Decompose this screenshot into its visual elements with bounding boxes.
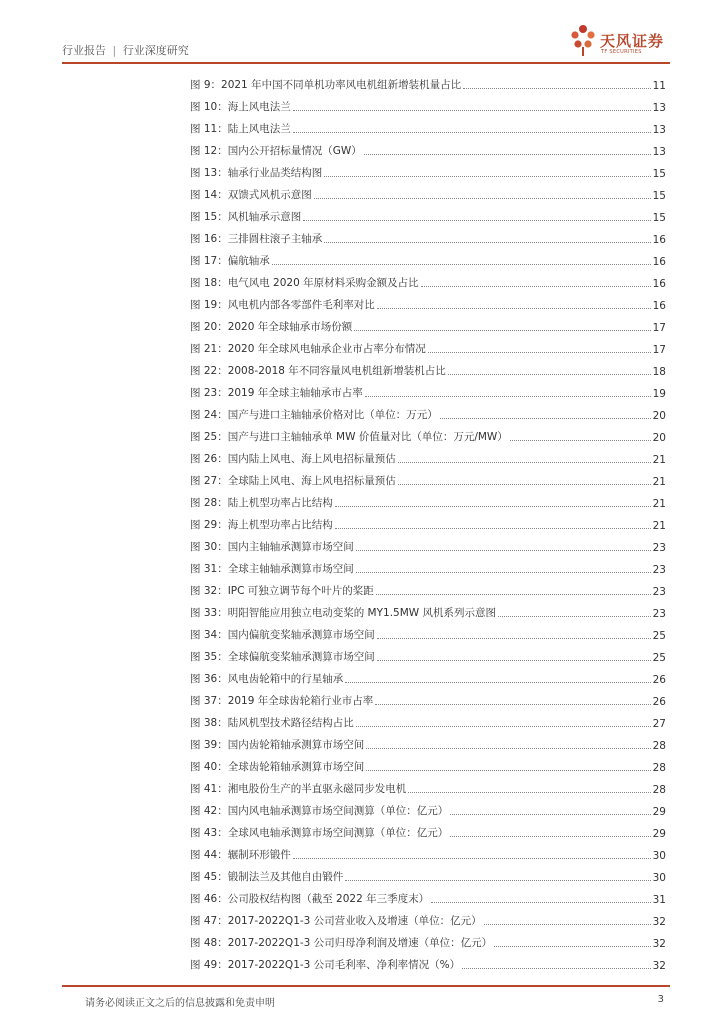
toc-entry-page[interactable]: 16: [652, 234, 666, 246]
toc-entry-title[interactable]: 图 29：海上机型功率占比结构: [190, 519, 333, 531]
toc-leader-dots: [364, 154, 651, 155]
toc-leader-dots: [448, 374, 651, 375]
toc-entry[interactable]: [190, 114, 666, 136]
toc-entry-title[interactable]: 图 45：锻制法兰及其他自由锻件: [190, 871, 344, 883]
toc-entry[interactable]: [190, 422, 666, 444]
toc-entry-title[interactable]: 图 38：陆风机型技术路径结构占比: [190, 717, 354, 729]
toc-entry[interactable]: [190, 356, 666, 378]
toc-entry-page[interactable]: 21: [652, 498, 666, 510]
toc-leader-dots: [377, 660, 651, 661]
toc-entry[interactable]: [190, 598, 666, 620]
toc-entry[interactable]: [190, 334, 666, 356]
toc-entry[interactable]: [190, 70, 666, 92]
header-report-type: 行业深度研究: [122, 44, 189, 57]
toc-entry-title[interactable]: 图 21：2020 年全球风电轴承企业市占率分布情况: [190, 343, 426, 355]
toc-entry-page[interactable]: 16: [652, 256, 666, 268]
toc-entry-title[interactable]: 图 48：2017-2022Q1-3 公司归母净利润及增速（单位：亿元）: [190, 937, 493, 949]
toc-entry-title[interactable]: 图 16：三排圆柱滚子主轴承: [190, 233, 323, 245]
toc-entry-page[interactable]: 30: [652, 850, 666, 862]
toc-entry[interactable]: [190, 928, 666, 950]
toc-entry-page[interactable]: 27: [652, 718, 666, 730]
toc-entry[interactable]: [190, 708, 666, 730]
toc-entry-page[interactable]: 29: [652, 828, 666, 840]
toc-entry[interactable]: [190, 158, 666, 180]
toc-entry-page[interactable]: 26: [652, 674, 666, 686]
toc-entry[interactable]: [190, 620, 666, 642]
toc-entry-title[interactable]: 图 17：偏航轴承: [190, 255, 270, 267]
toc-entry-page[interactable]: 28: [652, 762, 666, 774]
toc-entry[interactable]: [190, 664, 666, 686]
toc-entry[interactable]: [190, 268, 666, 290]
toc-leader-dots: [324, 242, 650, 243]
header-separator: |: [112, 44, 117, 57]
toc-entry-title[interactable]: 图 26：国内陆上风电、海上风电招标量预估: [190, 453, 396, 465]
toc-entry[interactable]: [190, 730, 666, 752]
toc-entry-title[interactable]: 图 35：全球偏航变桨轴承测算市场空间: [190, 651, 375, 663]
figure-toc-list: [190, 70, 666, 972]
toc-entry[interactable]: [190, 444, 666, 466]
toc-leader-dots: [356, 726, 651, 727]
toc-leader-dots: [462, 968, 650, 969]
toc-leader-dots: [293, 132, 651, 133]
toc-entry[interactable]: [190, 400, 666, 422]
toc-entry-title[interactable]: 图 41：湘电股份生产的半直驱永磁同步发电机: [190, 783, 407, 795]
toc-entry[interactable]: [190, 378, 666, 400]
logo-subtitle: TF SECURITIES: [601, 49, 642, 55]
toc-entry-page[interactable]: 31: [652, 894, 666, 906]
toc-leader-dots: [345, 880, 650, 881]
toc-entry-title[interactable]: 图 43：全球风电轴承测算市场空间测算（单位：亿元）: [190, 827, 449, 839]
toc-entry-page[interactable]: 20: [652, 410, 666, 422]
toc-leader-dots: [376, 594, 651, 595]
toc-entry-page[interactable]: 23: [652, 564, 666, 576]
toc-entry-page[interactable]: 28: [652, 740, 666, 752]
toc-entry[interactable]: [190, 752, 666, 774]
footer-disclaimer: 请务必阅读正文之后的信息披露和免责申明: [85, 998, 275, 1009]
toc-leader-dots: [377, 308, 651, 309]
toc-entry[interactable]: [190, 884, 666, 906]
toc-entry[interactable]: [190, 862, 666, 884]
logo-name: 天风证券: [600, 32, 665, 50]
company-logo: [568, 22, 678, 60]
page-header: [62, 42, 189, 58]
toc-entry[interactable]: [190, 312, 666, 334]
toc-entry[interactable]: [190, 642, 666, 664]
toc-entry[interactable]: [190, 92, 666, 114]
toc-entry[interactable]: [190, 510, 666, 532]
toc-entry[interactable]: [190, 290, 666, 312]
toc-entry-title[interactable]: 图 40：全球齿轮箱轴承测算市场空间: [190, 761, 365, 773]
toc-entry-title[interactable]: 图 11：陆上风电法兰: [190, 123, 291, 135]
toc-entry-page[interactable]: 15: [652, 212, 666, 224]
toc-entry[interactable]: [190, 180, 666, 202]
toc-leader-dots: [428, 352, 651, 353]
toc-entry-page[interactable]: 16: [652, 300, 666, 312]
toc-entry-title[interactable]: 图 15：风机轴承示意图: [190, 211, 302, 223]
toc-leader-dots: [421, 286, 651, 287]
toc-leader-dots: [463, 88, 651, 89]
toc-entry[interactable]: [190, 950, 666, 972]
toc-leader-dots: [335, 506, 651, 507]
toc-entry-title[interactable]: 图 9：2021 年中国不同单机功率风电机组新增装机量占比: [190, 79, 462, 91]
toc-leader-dots: [366, 770, 650, 771]
toc-entry-title[interactable]: 图 18：电气风电 2020 年原材料采购金额及占比: [190, 277, 419, 289]
toc-leader-dots: [356, 550, 651, 551]
toc-entry-title[interactable]: 图 14：双馈式风机示意图: [190, 189, 312, 201]
toc-entry[interactable]: [190, 136, 666, 158]
flower-logo-icon: [568, 22, 598, 58]
toc-leader-dots: [398, 462, 651, 463]
toc-leader-dots: [293, 858, 651, 859]
toc-leader-dots: [375, 704, 650, 705]
toc-entry-page[interactable]: 16: [652, 278, 666, 290]
toc-leader-dots: [272, 264, 651, 265]
toc-entry-page[interactable]: 21: [652, 476, 666, 488]
toc-entry[interactable]: [190, 796, 666, 818]
toc-entry-page[interactable]: 23: [652, 608, 666, 620]
toc-leader-dots: [377, 638, 651, 639]
toc-entry[interactable]: [190, 202, 666, 224]
toc-entry[interactable]: [190, 818, 666, 840]
toc-entry-page[interactable]: 28: [652, 784, 666, 796]
toc-entry-page[interactable]: 29: [652, 806, 666, 818]
toc-entry-page[interactable]: 30: [652, 872, 666, 884]
toc-entry-page[interactable]: 21: [652, 454, 666, 466]
toc-entry[interactable]: [190, 906, 666, 928]
toc-entry-page[interactable]: 11: [652, 80, 666, 92]
toc-entry-title[interactable]: 图 36：风电齿轮箱中的行星轴承: [190, 673, 344, 685]
toc-entry[interactable]: [190, 224, 666, 246]
toc-leader-dots: [408, 792, 650, 793]
toc-entry-page[interactable]: 25: [652, 630, 666, 642]
toc-entry-page[interactable]: 32: [652, 938, 666, 950]
header-category: 行业报告: [62, 44, 106, 57]
toc-leader-dots: [365, 396, 651, 397]
toc-entry-page[interactable]: 21: [652, 520, 666, 532]
toc-entry-title[interactable]: 图 30：国内主轴轴承测算市场空间: [190, 541, 354, 553]
toc-leader-dots: [354, 330, 650, 331]
toc-entry-page[interactable]: 23: [652, 586, 666, 598]
toc-entry[interactable]: [190, 488, 666, 510]
toc-leader-dots: [440, 418, 651, 419]
toc-entry-title[interactable]: 图 47：2017-2022Q1-3 公司营业收入及增速（单位：亿元）: [190, 915, 482, 927]
toc-entry-page[interactable]: 13: [652, 124, 666, 136]
toc-entry[interactable]: [190, 554, 666, 576]
toc-leader-dots: [303, 220, 650, 221]
toc-entry-title[interactable]: 图 33：明阳智能应用独立电动变桨的 MY1.5MW 风机系列示意图: [190, 607, 496, 619]
toc-entry-title[interactable]: 图 13：轴承行业品类结构图: [190, 167, 323, 179]
toc-leader-dots: [324, 176, 650, 177]
toc-leader-dots: [484, 924, 651, 925]
toc-leader-dots: [345, 682, 650, 683]
toc-entry-page[interactable]: 20: [652, 432, 666, 444]
toc-leader-dots: [366, 748, 650, 749]
toc-entry-title[interactable]: 图 49：2017-2022Q1-3 公司毛利率、净利率情况（%）: [190, 959, 461, 971]
toc-entry-page[interactable]: 13: [652, 146, 666, 158]
toc-leader-dots: [398, 484, 651, 485]
toc-entry-title[interactable]: 图 44：辗制环形锻件: [190, 849, 291, 861]
toc-entry-title[interactable]: 图 31：全球主轴轴承测算市场空间: [190, 563, 354, 575]
toc-entry-page[interactable]: 18: [652, 366, 666, 378]
toc-entry-title[interactable]: 图 46：公司股权结构图（截至 2022 年三季度末）: [190, 893, 430, 905]
toc-entry-page[interactable]: 13: [652, 102, 666, 114]
toc-entry-page[interactable]: 19: [652, 388, 666, 400]
toc-leader-dots: [335, 528, 651, 529]
toc-leader-dots: [431, 902, 651, 903]
toc-leader-dots: [293, 110, 651, 111]
toc-entry[interactable]: [190, 532, 666, 554]
toc-entry-title[interactable]: 图 24：国产与进口主轴轴承价格对比（单位：万元）: [190, 409, 438, 421]
toc-entry-title[interactable]: 图 39：国内齿轮箱轴承测算市场空间: [190, 739, 365, 751]
toc-leader-dots: [510, 440, 651, 441]
toc-entry-title[interactable]: 图 12：国内公开招标量情况（GW）: [190, 145, 362, 157]
toc-entry[interactable]: [190, 466, 666, 488]
toc-leader-dots: [314, 198, 651, 199]
toc-entry[interactable]: [190, 686, 666, 708]
toc-entry[interactable]: [190, 774, 666, 796]
toc-entry-title[interactable]: 图 34：国内偏航变桨轴承测算市场空间: [190, 629, 375, 641]
toc-entry-title[interactable]: 图 25：国产与进口主轴轴承单 MW 价值量对比（单位：万元/MW）: [190, 431, 508, 443]
toc-entry-title[interactable]: 图 27：全球陆上风电、海上风电招标量预估: [190, 475, 396, 487]
toc-entry-title[interactable]: 图 42：国内风电轴承测算市场空间测算（单位：亿元）: [190, 805, 449, 817]
toc-entry-page[interactable]: 32: [652, 916, 666, 928]
toc-entry-title[interactable]: 图 22：2008-2018 年不同容量风电机组新增装机占比: [190, 365, 446, 377]
toc-leader-dots: [356, 572, 651, 573]
toc-entry-page[interactable]: 32: [652, 960, 666, 972]
toc-entry[interactable]: [190, 576, 666, 598]
toc-leader-dots: [498, 616, 651, 617]
footer-page-number: 3: [657, 994, 664, 1005]
toc-entry-title[interactable]: 图 28：陆上机型功率占比结构: [190, 497, 333, 509]
toc-entry-page[interactable]: 17: [652, 344, 666, 356]
toc-entry[interactable]: [190, 840, 666, 862]
toc-entry-page[interactable]: 17: [652, 322, 666, 334]
toc-entry-page[interactable]: 25: [652, 652, 666, 664]
toc-entry-page[interactable]: 15: [652, 168, 666, 180]
toc-leader-dots: [450, 814, 650, 815]
toc-entry-title[interactable]: 图 10：海上风电法兰: [190, 101, 291, 113]
toc-leader-dots: [494, 946, 650, 947]
toc-entry-page[interactable]: 26: [652, 696, 666, 708]
toc-entry-page[interactable]: 15: [652, 190, 666, 202]
toc-entry-title[interactable]: 图 23：2019 年全球主轴轴承市占率: [190, 387, 363, 399]
header-divider: [62, 62, 670, 64]
footer-divider: [62, 985, 670, 987]
toc-entry-page[interactable]: 23: [652, 542, 666, 554]
toc-entry-title[interactable]: 图 37：2019 年全球齿轮箱行业市占率: [190, 695, 374, 707]
toc-entry-title[interactable]: 图 32：IPC 可独立调节每个叶片的桨距: [190, 585, 374, 597]
toc-entry-title[interactable]: 图 19：风电机内部各零部件毛利率对比: [190, 299, 375, 311]
toc-entry[interactable]: [190, 246, 666, 268]
toc-entry-title[interactable]: 图 20：2020 年全球轴承市场份额: [190, 321, 353, 333]
toc-leader-dots: [450, 836, 650, 837]
